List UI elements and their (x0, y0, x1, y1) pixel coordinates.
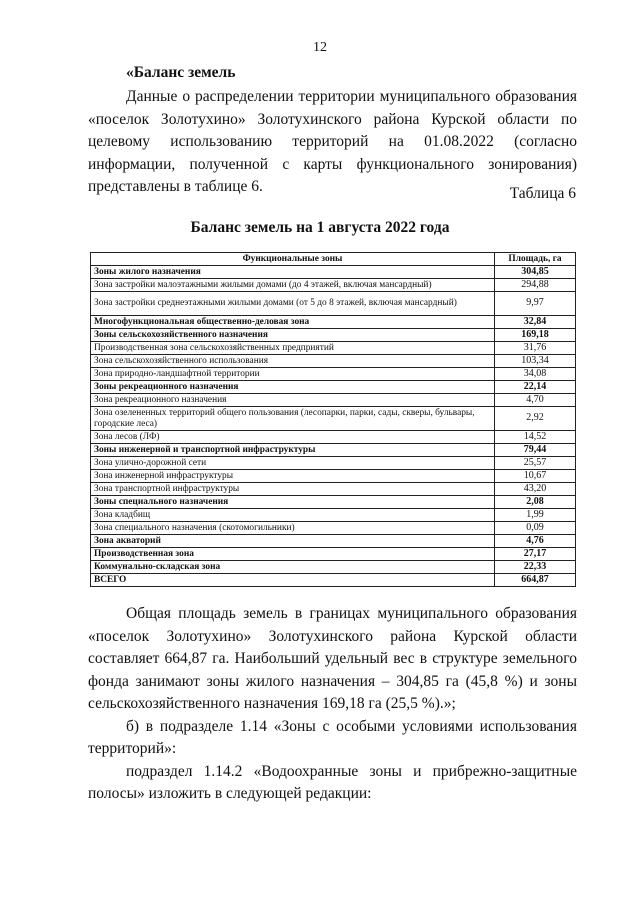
table-row (91, 509, 576, 522)
table-row (91, 444, 576, 457)
zone-cell: Зона инженерной инфраструктуры (91, 470, 495, 483)
table-row (91, 266, 576, 279)
table-row (91, 431, 576, 444)
area-cell: 304,85 (495, 266, 576, 279)
zone-cell: Зона рекреационного назначения (91, 394, 495, 407)
area-cell: 14,52 (495, 431, 576, 444)
table-row (91, 292, 576, 316)
table-row (91, 457, 576, 470)
table-row (91, 329, 576, 342)
area-cell: 294,88 (495, 279, 576, 292)
area-cell: 10,67 (495, 470, 576, 483)
header-zone: Функциональные зоны (91, 253, 495, 266)
table-label: Таблица 6 (509, 185, 576, 202)
area-cell: 22,14 (495, 381, 576, 394)
table-row (91, 470, 576, 483)
area-cell: 32,84 (495, 316, 576, 329)
table-row (91, 548, 576, 561)
table-row (91, 496, 576, 509)
table-row (91, 381, 576, 394)
zone-cell: Зона улично-дорожной сети (91, 457, 495, 470)
zone-cell: Зоны жилого назначения (91, 266, 495, 279)
zone-cell: Зона транспортной инфраструктуры (91, 483, 495, 496)
table-title: Баланс земель на 1 августа 2022 года (190, 219, 450, 236)
table-body (91, 266, 576, 587)
area-cell: 0,09 (495, 522, 576, 535)
table-row (91, 394, 576, 407)
table-row (91, 316, 576, 329)
zone-cell: Зона кладбищ (91, 509, 495, 522)
table-row (91, 279, 576, 292)
text-block (88, 603, 577, 806)
area-cell: 2,08 (495, 496, 576, 509)
zone-cell: Зона застройки малоэтажными жилыми домами (до 4 этажей, включая мансардный) (91, 279, 495, 292)
area-cell: 4,76 (495, 535, 576, 548)
area-cell: 169,18 (495, 329, 576, 342)
area-cell: 4,70 (495, 394, 576, 407)
table-row (91, 355, 576, 368)
area-cell: 79,44 (495, 444, 576, 457)
area-cell: 2,92 (495, 407, 576, 431)
header-area: Площадь, га (495, 253, 576, 266)
table-row (91, 535, 576, 548)
area-cell: 9,97 (495, 292, 576, 316)
zone-cell: Зоны сельскохозяйственного назначения (91, 329, 495, 342)
summary-paragraph: Общая площадь земель в границах муниципального образования «поселок Золотухино» Золотухинского района Курской области составляет 664,87 га. Наибольший удельный вес в структуре земельного фонда занимают зоны жилого назначения – 304,85 га (45,8 %) и зоны сельскохозяйственного назначения 169,18 га (25,5 %).»; (88, 605, 577, 712)
table-row (91, 342, 576, 355)
table-row (91, 368, 576, 381)
zone-cell: Зона лесов (ЛФ) (91, 431, 495, 444)
table-header-row (91, 253, 576, 266)
area-cell: 31,76 (495, 342, 576, 355)
zone-cell: Зоны инженерной и транспортной инфраструктуры (91, 444, 495, 457)
table-row (91, 574, 576, 587)
zone-cell: Зоны специального назначения (91, 496, 495, 509)
item-b-paragraph: б) в подразделе 1.14 «Зоны с особыми условиями использования территорий»: (88, 717, 577, 757)
zone-cell: Зона сельскохозяйственного использования (91, 355, 495, 368)
zone-cell: Коммунально-складская зона (91, 561, 495, 574)
zone-cell: Зона специального назначения (скотомогильники) (91, 522, 495, 535)
zone-cell: Зона природно-ландшафтной территории (91, 368, 495, 381)
zone-cell: Производственная зона (91, 548, 495, 561)
area-cell: 43,20 (495, 483, 576, 496)
area-cell: 22,33 (495, 561, 576, 574)
zone-cell: Зона озелененных территорий общего пользования (лесопарки, парки, сады, скверы, бульвары, городские леса) (91, 407, 495, 431)
zone-cell: ВСЕГО (91, 574, 495, 587)
area-cell: 1,99 (495, 509, 576, 522)
zone-cell: Зоны рекреационного назначения (91, 381, 495, 394)
area-cell: 664,87 (495, 574, 576, 587)
land-balance-table (90, 252, 576, 587)
area-cell: 25,57 (495, 457, 576, 470)
page-number: 12 (313, 40, 327, 55)
zone-cell: Многофункциональная общественно-деловая зона (91, 316, 495, 329)
intro-paragraph: Данные о распределении территории муниципального образования «поселок Золотухино» Золотухинского района Курской области по целевому использованию территорий на 01.08.2022 (согласно информации, полученной с карты функционального зонирования) представлены в таблице 6. (88, 88, 577, 195)
section-heading: «Баланс земель (126, 64, 236, 81)
subsection-paragraph: подраздел 1.14.2 «Водоохранные зоны и прибрежно-защитные полосы» изложить в следующей редакции: (88, 762, 577, 802)
zone-cell: Зона застройки среднеэтажными жилыми домами (от 5 до 8 этажей, включая мансардный) (91, 292, 495, 316)
zone-cell: Зона акваторий (91, 535, 495, 548)
table-row (91, 483, 576, 496)
area-cell: 103,34 (495, 355, 576, 368)
table-row (91, 561, 576, 574)
zone-cell: Производственная зона сельскохозяйственных предприятий (91, 342, 495, 355)
area-cell: 27,17 (495, 548, 576, 561)
area-cell: 34,08 (495, 368, 576, 381)
table-row (91, 407, 576, 431)
table-row (91, 522, 576, 535)
